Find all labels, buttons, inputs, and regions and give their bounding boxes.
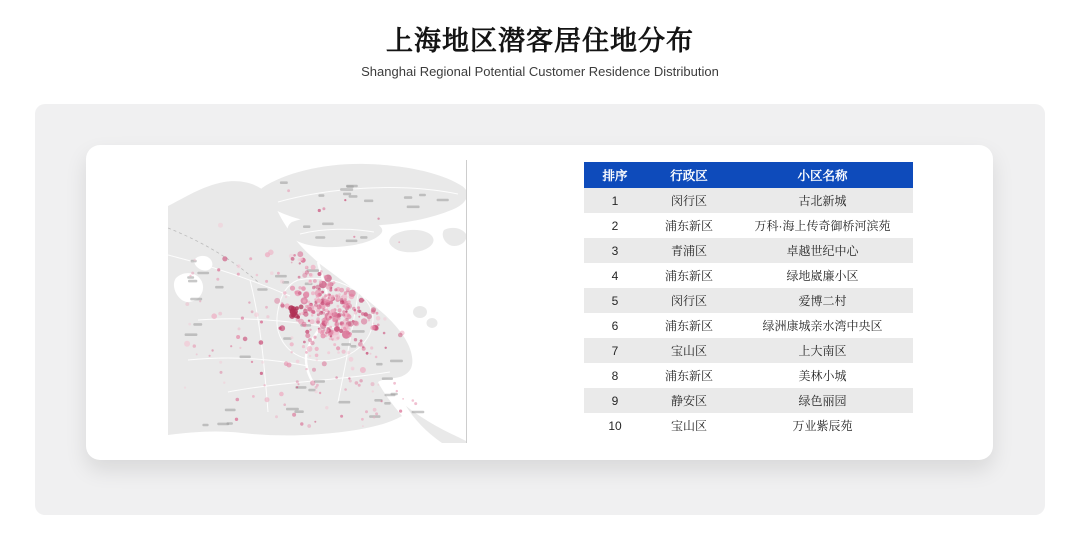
map-canvas bbox=[168, 160, 466, 443]
table-row bbox=[584, 288, 913, 313]
table-cell-name: 上大南区 bbox=[798, 344, 847, 358]
table-cell-district: 宝山区 bbox=[670, 344, 707, 358]
table-cell-district: 闵行区 bbox=[670, 194, 707, 208]
table-cell-name: 绿洲康城亲水湾中央区 bbox=[762, 319, 883, 333]
table-cell-rank: 9 bbox=[611, 393, 619, 408]
table-cell-rank: 7 bbox=[611, 343, 619, 358]
table-cell-name: 爱博二村 bbox=[798, 294, 847, 308]
map-hengsha-island bbox=[389, 230, 433, 252]
table-cell-rank: 3 bbox=[611, 243, 619, 258]
table-cell-rank: 2 bbox=[611, 218, 619, 233]
table-row bbox=[584, 188, 913, 213]
table-cell-district: 浦东新区 bbox=[664, 369, 713, 383]
content-panel bbox=[35, 104, 1045, 515]
table-cell-rank: 6 bbox=[611, 318, 619, 333]
table-cell-rank: 8 bbox=[611, 368, 619, 383]
table-cell-district: 浦东新区 bbox=[664, 319, 713, 333]
ranking-table bbox=[584, 162, 913, 438]
table-cell-district: 宝山区 bbox=[670, 419, 707, 433]
table-cell-name: 美林小城 bbox=[798, 369, 847, 383]
table-header-district: 行政区 bbox=[670, 169, 708, 183]
map-chongming-island bbox=[259, 164, 466, 226]
table-cell-district: 浦东新区 bbox=[664, 269, 713, 283]
table-row bbox=[584, 413, 913, 438]
table-cell-rank: 5 bbox=[611, 293, 619, 308]
table-header-community: 小区名称 bbox=[797, 169, 848, 183]
content-card bbox=[86, 145, 993, 460]
page-header bbox=[0, 26, 1080, 79]
table-row bbox=[584, 238, 913, 263]
table-cell-rank: 10 bbox=[608, 418, 622, 433]
table-row bbox=[584, 388, 913, 413]
table-header-rank: 排序 bbox=[602, 169, 628, 183]
shanghai-dot-density-map bbox=[168, 160, 467, 443]
table-body bbox=[584, 188, 913, 438]
table-cell-district: 浦东新区 bbox=[664, 219, 713, 233]
table-cell-rank: 1 bbox=[611, 193, 619, 208]
map-east-islet bbox=[443, 228, 466, 246]
table-cell-rank: 4 bbox=[611, 268, 619, 283]
map-shoal-1 bbox=[413, 306, 427, 318]
map-shoal-2 bbox=[427, 318, 438, 328]
page-subtitle: Shanghai Regional Potential Customer Residence Distribution bbox=[361, 64, 719, 80]
table-cell-name: 万业紫辰苑 bbox=[792, 419, 853, 433]
table-row bbox=[584, 363, 913, 388]
table-cell-name: 绿地崴廉小区 bbox=[786, 269, 859, 283]
table-cell-district: 闵行区 bbox=[670, 294, 707, 308]
table-header-row bbox=[584, 162, 913, 188]
table-row bbox=[584, 338, 913, 363]
table-row bbox=[584, 213, 913, 238]
table-cell-name: 万科·海上传奇御桥河滨苑 bbox=[754, 219, 891, 233]
table-cell-name: 卓越世纪中心 bbox=[786, 244, 859, 258]
table-cell-name: 古北新城 bbox=[798, 194, 847, 208]
table-cell-district: 青浦区 bbox=[670, 244, 707, 258]
page-title: 上海地区潜客居住地分布 bbox=[386, 26, 694, 56]
table-cell-name: 绿色丽园 bbox=[798, 394, 847, 408]
table-row bbox=[584, 263, 913, 288]
table-row bbox=[584, 313, 913, 338]
table-cell-district: 静安区 bbox=[670, 394, 707, 408]
